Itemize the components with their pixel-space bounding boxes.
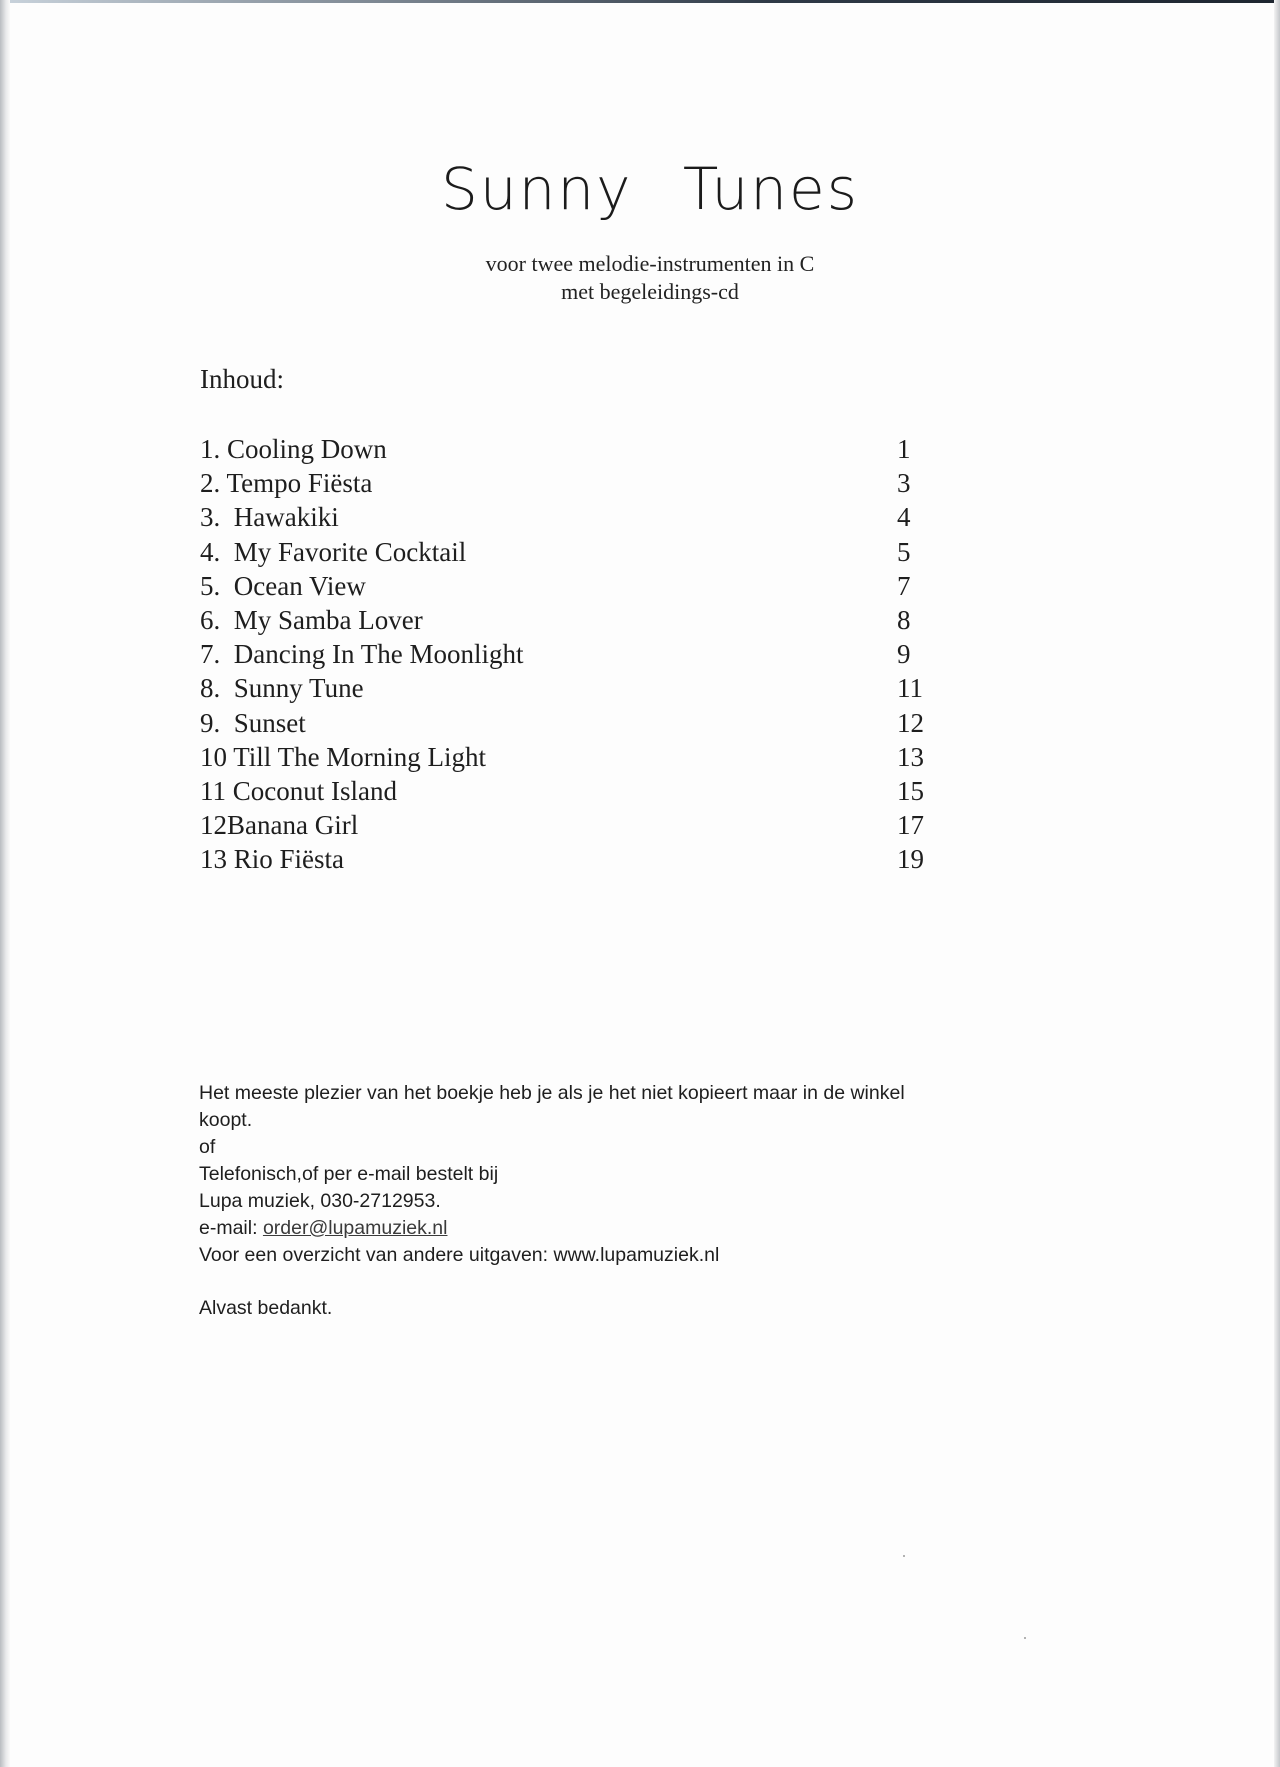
toc-heading: Inhoud: [200,364,284,394]
toc-entry-page: 12 [897,707,924,738]
email-label: e-mail: [199,1217,263,1239]
toc-entry-title: 12Banana Girl [200,810,359,841]
thanks-line: Alvast bedankt. [199,1297,333,1319]
toc-entry-title: 7. Dancing In The Moonlight [200,639,524,670]
toc-entry [200,808,940,842]
scan-edge-top [0,0,1280,3]
toc-entry-title: 1. Cooling Down [200,434,387,464]
toc-entry-page: 1 [897,434,911,464]
toc-entry-title: 4. My Favorite Cocktail [200,536,467,567]
table-of-contents [200,432,940,876]
toc-entry-page: 5 [897,536,911,567]
toc-entry-page: 8 [897,604,911,635]
toc-entry [200,535,940,569]
notice-line: koopt. [199,1109,253,1131]
toc-entry [200,500,940,534]
toc-entry-title: 11 Coconut Island [200,775,397,806]
toc-entry [200,706,940,740]
toc-entry-page: 17 [897,810,924,841]
toc-entry-title: 5. Ocean View [200,570,366,601]
toc-entry [200,603,940,637]
subtitle-line-2: met begeleidings-cd [561,279,739,304]
toc-entry [200,466,940,500]
toc-entry-title: 8. Sunny Tune [200,673,364,704]
toc-entry-page: 13 [897,741,924,772]
page-title: Sunny Tunes [441,155,859,223]
notice-line: Het meeste plezier van het boekje heb je als je het niet kopieert maar in de winkel [199,1082,905,1104]
toc-entry-page: 7 [897,570,911,601]
toc-entry-page: 15 [897,775,924,806]
toc-entry-page: 9 [897,639,911,670]
toc-entry [200,774,940,808]
toc-entry-title: 2. Tempo Fiësta [200,468,373,499]
toc-entry [200,671,940,705]
toc-entry [200,432,940,466]
notice-email-line [199,1215,1099,1242]
subtitle-line-1: voor twee melodie-instrumenten in C [485,251,815,276]
scan-speck [1024,1637,1026,1639]
toc-entry-page: 11 [897,673,923,704]
notice-line: Lupa muziek, 030-2712953. [199,1190,441,1212]
email-link[interactable]: order@lupamuziek.nl [262,1217,448,1239]
scan-speck [903,1555,905,1557]
toc-entry [200,842,940,876]
toc-entry-title: 9. Sunset [200,707,306,738]
toc-entry-title: 13 Rio Fiësta [200,844,345,875]
notice-line: Telefonisch,of per e-mail bestelt bij [199,1163,499,1185]
toc-entry-title: 10 Till The Morning Light [200,741,487,772]
toc-entry-page: 3 [897,468,911,499]
notice-line: Voor een overzicht van andere uitgaven: www.lupamuziek.nl [199,1244,720,1266]
toc-entry-title: 3. Hawakiki [200,502,339,533]
purchase-notice [199,1080,1099,1322]
spacer [199,1269,1099,1295]
toc-entry [200,637,940,671]
toc-entry-page: 19 [897,844,924,875]
subtitle [0,250,1280,306]
toc-entry [200,569,940,603]
toc-entry-title: 6. My Samba Lover [200,604,423,635]
notice-line: of [199,1136,216,1158]
toc-entry-page: 4 [897,502,911,533]
toc-entry [200,740,940,774]
